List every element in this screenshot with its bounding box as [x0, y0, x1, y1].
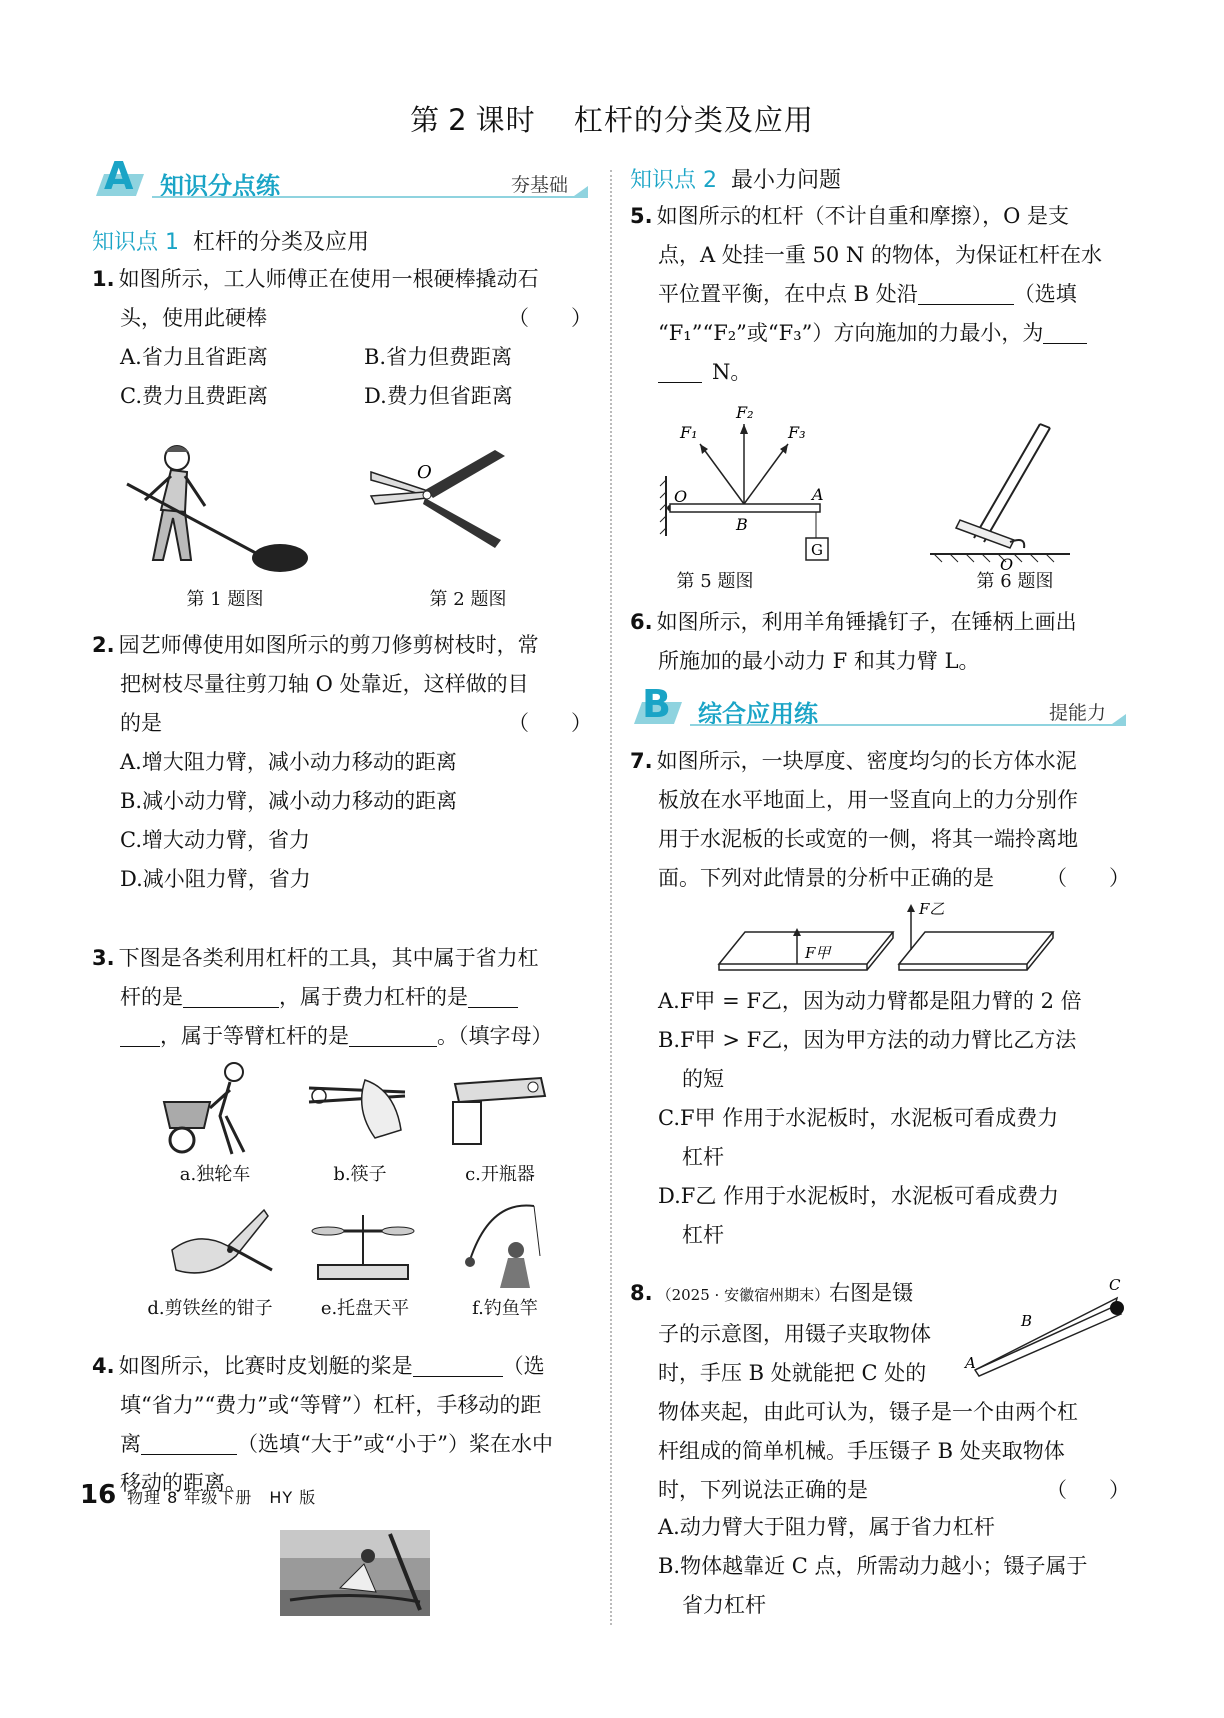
wire-cutter-pliers-figure [168, 1200, 278, 1290]
question-7: 7. 如图所示，一块厚度、密度均匀的长方体水泥 板放在水平地面上，用一竖直向上的力分别作 用于水泥板的长或宽的一侧，将其一端拎离地 面。下列对此情景的分析中正确的是 （ ） [630, 749, 1130, 890]
question-6: 6. 如图所示，利用羊角锤撬钉子，在锤柄上画出 所施加的最小动力 F 和其力臂 L。 [630, 610, 1077, 673]
lever-force-diagram [660, 403, 860, 570]
question-7-options: A.F甲 = F乙，因为动力臂都是阻力臂的 2 倍 B.F甲 > F乙，因为甲方法的动力臂比乙方法 的短 C.F甲 作用于水泥板时，水泥板可看成费力 杠杆 D.F乙 作用于水泥板时，水泥板可看成费力 杠杆 [658, 989, 1082, 1247]
tool-c-label: c.开瓶器 [465, 1164, 535, 1185]
chopsticks-figure [305, 1070, 415, 1155]
svg-text:F₃: F₃ [788, 423, 806, 442]
section-a-logo: A [92, 160, 150, 202]
tool-b-label: b.筷子 [333, 1164, 387, 1185]
svg-text:C: C [1109, 1276, 1121, 1294]
answer-blank[interactable] [141, 1432, 237, 1455]
bottle-opener-figure [445, 1070, 555, 1150]
section-b-header [630, 682, 1126, 734]
svg-text:O: O [1000, 555, 1014, 574]
svg-text:B: B [1021, 1312, 1033, 1330]
answer-blank[interactable] [658, 360, 702, 383]
section-b-tag: 提能力 [1048, 702, 1106, 724]
svg-text:A: A [965, 1354, 976, 1372]
svg-text:F甲: F甲 [805, 944, 831, 962]
footer-book-info: 物理 8 年级下册 HY 版 [127, 1488, 317, 1507]
page-title: 第 2 课时 杠杆的分类及应用 [410, 103, 814, 137]
fishing-rod-figure [450, 1200, 550, 1290]
question-8-options: A.动力臂大于阻力臂，属于省力杠杆 B.物体越靠近 C 点，所需动力越小；镊子属于 省力杠杆 [658, 1515, 1088, 1617]
tool-d-label: d.剪铁丝的钳子 [147, 1298, 273, 1319]
section-b-title: 综合应用练 [698, 700, 818, 728]
tool-a-label: a.独轮车 [179, 1164, 251, 1185]
figure-5-caption: 第 5 题图 [676, 571, 754, 592]
pruning-shears-figure [365, 440, 525, 580]
svg-text:O: O [674, 487, 688, 506]
question-3: 3. 下图是各类利用杠杆的工具，其中属于省力杠 杆的是 ，属于费力杠杆的是 ，属于等臂杠杆的是 。（填字母） [92, 946, 553, 1048]
answer-blank[interactable] [1043, 321, 1087, 344]
section-a-tag: 夯基础 [510, 174, 568, 196]
section-a-header [92, 154, 588, 206]
answer-blank[interactable] [120, 1024, 160, 1047]
figure-2-caption: 第 2 题图 [429, 589, 507, 610]
question-1: 1. 如图所示，工人师傅正在使用一根硬棒撬动石 头，使用此硬棒 （ ） A.省力且省距离 B.省力但费距离 C.费力且费距离 D.费力但省距离 [92, 267, 592, 408]
question-8: 8. （2025 · 安徽宿州期末）右图是镊 子的示意图，用镊子夹取物体 时，手压 B 处就能把 C 处的 物体夹起，由此可认为，镊子是一个由两个杠 杆组成的简单机械。手压镊子 B 处夹取物体 时，下列说法正确的是 （ ） [630, 1281, 1130, 1502]
svg-text:B: B [736, 515, 748, 534]
tweezers-figure [965, 1276, 1135, 1380]
answer-blank[interactable] [468, 985, 518, 1008]
figure-6-caption: 第 6 题图 [976, 571, 1054, 592]
question-4: 4. 如图所示，比赛时皮划艇的桨是 （选 填“省力”“费力”或“等臂”）杠杆，手移动的距 离 （选填“大于”或“小于”）桨在水中 移动的距离。 [92, 1354, 553, 1495]
worker-prying-rock-figure [125, 440, 325, 580]
page-number: 16 [80, 1480, 117, 1510]
section-b-logo: B [630, 688, 688, 730]
answer-blank[interactable] [413, 1354, 503, 1377]
question-2: 2. 园艺师傅使用如图所示的剪刀修剪树枝时，常 把树枝尽量往剪刀轴 O 处靠近，这样做的目 的是 （ ） A.增大阻力臂，减小动力移动的距离 B.减小动力臂，减小动力移动的距离 C.增大动力臂，省力 D.减小阻力臂，省力 [92, 633, 592, 891]
knowledge-point-2: 知识点 2 最小力问题 [630, 168, 842, 193]
figure-1-caption: 第 1 题图 [186, 589, 264, 610]
svg-text:F₂: F₂ [736, 403, 754, 422]
claw-hammer-figure [930, 420, 1070, 574]
svg-text:A: A [812, 485, 824, 504]
knowledge-point-1: 知识点 1 杠杆的分类及应用 [92, 230, 370, 255]
cement-slab-figure [715, 898, 1055, 978]
tool-e-label: e.托盘天平 [320, 1298, 410, 1319]
section-a-title: 知识分点练 [160, 172, 280, 200]
column-divider [610, 170, 612, 1625]
svg-text:F₁: F₁ [680, 423, 698, 442]
answer-blank[interactable] [918, 282, 1014, 305]
svg-text:O: O [417, 462, 432, 483]
balance-scale-figure [308, 1205, 418, 1285]
svg-text:G: G [811, 541, 823, 559]
triangle-icon [1112, 714, 1126, 724]
canoe-paddler-photo [280, 1530, 430, 1616]
wheelbarrow-figure [160, 1062, 270, 1157]
question-5: 5. 如图所示的杠杆（不计自重和摩擦），O 是支 点，A 处挂一重 50 N 的物体，为保证杠杆在水 平位置平衡，在中点 B 处沿 （选填 “F₁”“F₂”或“F₃”）方向施加的力最小，为 N。 [630, 204, 1102, 384]
answer-blank[interactable] [349, 1024, 437, 1047]
answer-blank[interactable] [183, 985, 279, 1008]
triangle-icon [574, 186, 588, 196]
tool-f-label: f.钓鱼竿 [472, 1298, 538, 1319]
svg-text:F乙: F乙 [919, 900, 945, 918]
